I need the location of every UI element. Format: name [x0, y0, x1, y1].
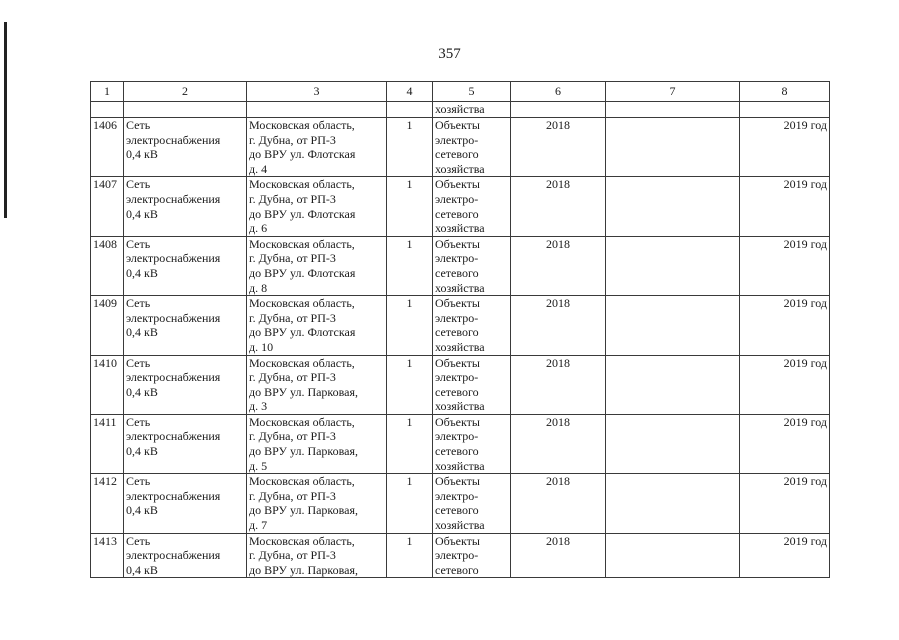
row-number: 1409	[93, 296, 117, 311]
address-line: Московская область,	[249, 296, 355, 311]
year-value: 2018	[546, 474, 570, 489]
object-type-line: хозяйства	[435, 518, 485, 533]
quantity-cell	[387, 414, 433, 473]
column-7-cell	[606, 118, 740, 177]
quantity-cell	[387, 533, 433, 578]
object-type-line: Объекты	[435, 474, 480, 489]
year-value: 2018	[546, 177, 570, 192]
term-value: 2019 год	[783, 118, 827, 132]
year-cell	[511, 533, 606, 578]
quantity-value: 1	[406, 236, 413, 251]
object-name-line: электроснабжения	[126, 191, 221, 206]
address-cell	[247, 474, 387, 533]
address-line: Московская область,	[249, 533, 355, 548]
object-type-cell	[433, 355, 511, 414]
row-number: 1408	[93, 236, 117, 251]
address-line: г. Дубна, от РП-3	[249, 132, 336, 147]
object-type-line: Объекты	[435, 533, 480, 548]
object-type-line: электро-	[435, 429, 479, 444]
registry-body	[91, 82, 830, 578]
year-cell	[511, 414, 606, 473]
object-type-line: электро-	[435, 191, 479, 206]
quantity-value: 1	[406, 533, 413, 548]
address-cell	[247, 533, 387, 578]
address-line: Московская область,	[249, 474, 355, 489]
object-name-cell	[124, 236, 247, 295]
quantity-cell	[387, 474, 433, 533]
object-name-line: Сеть	[126, 414, 151, 429]
object-name-line: 0,4 кВ	[126, 325, 158, 340]
quantity-cell	[387, 236, 433, 295]
year-cell	[511, 355, 606, 414]
address-line: г. Дубна, от РП-3	[249, 191, 336, 206]
object-type-line: Объекты	[435, 118, 480, 132]
object-type-line: Объекты	[435, 236, 480, 251]
address-line: до ВРУ ул. Парковая,	[249, 384, 359, 399]
object-name-line: 0,4 кВ	[126, 562, 158, 577]
column-header: 5	[433, 82, 511, 102]
object-type-cell	[433, 236, 511, 295]
row-number-cell	[91, 533, 124, 578]
row-number: 1406	[93, 118, 117, 132]
term-value: 2019 год	[783, 296, 827, 311]
object-type-line: Объекты	[435, 296, 480, 311]
term-cell	[740, 533, 830, 578]
term-cell	[740, 296, 830, 355]
object-name-line: Сеть	[126, 355, 151, 370]
object-type-line: сетевого	[435, 562, 479, 577]
term-cell	[740, 414, 830, 473]
object-name-line: 0,4 кВ	[126, 384, 158, 399]
object-type-cell	[433, 177, 511, 236]
address-line: г. Дубна, от РП-3	[249, 548, 336, 563]
year-cell	[511, 474, 606, 533]
address-line: г. Дубна, от РП-3	[249, 370, 336, 385]
object-name-line: электроснабжения	[126, 548, 221, 563]
address-line: до ВРУ ул. Флотская	[249, 325, 356, 340]
column-7-cell	[606, 177, 740, 236]
object-type-line: хозяйства	[435, 221, 485, 236]
object-name-line: электроснабжения	[126, 429, 221, 444]
object-name-line: Сеть	[126, 177, 151, 192]
address-line: д. 6	[249, 221, 268, 236]
table-row	[91, 296, 830, 355]
row-number-cell	[91, 296, 124, 355]
object-name-line: 0,4 кВ	[126, 206, 158, 221]
object-name-line: Сеть	[126, 118, 151, 132]
table-row	[91, 533, 830, 578]
object-type-line: сетевого	[435, 206, 479, 221]
table-row	[91, 474, 830, 533]
address-cell	[247, 296, 387, 355]
year-value: 2018	[546, 118, 570, 132]
object-name-cell	[124, 414, 247, 473]
continuation-cell	[247, 102, 387, 118]
quantity-value: 1	[406, 355, 413, 370]
address-line: Московская область,	[249, 355, 355, 370]
column-7-cell	[606, 474, 740, 533]
object-name-line: электроснабжения	[126, 310, 221, 325]
column-header: 7	[606, 82, 740, 102]
address-line: г. Дубна, от РП-3	[249, 251, 336, 266]
term-value: 2019 год	[783, 414, 827, 429]
address-line: д. 7	[249, 518, 268, 533]
object-name-cell	[124, 296, 247, 355]
object-name-line: 0,4 кВ	[126, 444, 158, 459]
address-line: д. 10	[249, 339, 274, 354]
object-type-line: сетевого	[435, 325, 479, 340]
object-type-cell	[433, 414, 511, 473]
term-value: 2019 год	[783, 533, 827, 548]
column-7-cell	[606, 533, 740, 578]
year-cell	[511, 118, 606, 177]
continuation-cell	[124, 102, 247, 118]
object-type-cell	[433, 474, 511, 533]
row-number-cell	[91, 177, 124, 236]
object-type-line: хозяйства	[435, 280, 485, 295]
address-line: г. Дубна, от РП-3	[249, 310, 336, 325]
address-line: до ВРУ ул. Флотская	[249, 147, 356, 162]
year-cell	[511, 177, 606, 236]
object-type-cell	[433, 118, 511, 177]
object-type-line: хозяйства	[435, 339, 485, 354]
term-cell	[740, 236, 830, 295]
column-number-row	[91, 82, 830, 102]
object-name-line: 0,4 кВ	[126, 147, 158, 162]
object-name-cell	[124, 355, 247, 414]
address-line: до ВРУ ул. Флотская	[249, 265, 356, 280]
address-cell	[247, 236, 387, 295]
object-name-line: электроснабжения	[126, 488, 221, 503]
object-name-line: Сеть	[126, 236, 151, 251]
column-header: 4	[387, 82, 433, 102]
row-number: 1410	[93, 355, 117, 370]
object-name-line: электроснабжения	[126, 370, 221, 385]
column-7-cell	[606, 355, 740, 414]
row-number: 1412	[93, 474, 117, 489]
quantity-cell	[387, 177, 433, 236]
year-value: 2018	[546, 236, 570, 251]
column-7-cell	[606, 236, 740, 295]
object-name-cell	[124, 118, 247, 177]
address-line: г. Дубна, от РП-3	[249, 488, 336, 503]
term-cell	[740, 355, 830, 414]
object-type-line: Объекты	[435, 414, 480, 429]
object-type-line: электро-	[435, 370, 479, 385]
continuation-cell	[606, 102, 740, 118]
object-name-line: Сеть	[126, 474, 151, 489]
row-number-cell	[91, 355, 124, 414]
term-value: 2019 год	[783, 236, 827, 251]
object-type-line: электро-	[435, 488, 479, 503]
address-line: до ВРУ ул. Парковая,	[249, 503, 359, 518]
object-type-line: сетевого	[435, 147, 479, 162]
address-line: Московская область,	[249, 118, 355, 132]
object-type-line: хозяйства	[435, 399, 485, 414]
row-number: 1411	[93, 414, 117, 429]
table-row	[91, 414, 830, 473]
object-name-cell	[124, 474, 247, 533]
object-type-line: Объекты	[435, 177, 480, 192]
row-number-cell	[91, 236, 124, 295]
row-number-cell	[91, 118, 124, 177]
term-cell	[740, 474, 830, 533]
continuation-cell	[91, 102, 124, 118]
address-line: д. 8	[249, 280, 268, 295]
column-header: 1	[91, 82, 124, 102]
object-type-line: хозяйства	[435, 458, 485, 473]
address-cell	[247, 177, 387, 236]
address-line: г. Дубна, от РП-3	[249, 429, 336, 444]
address-cell	[247, 355, 387, 414]
object-type-line: сетевого	[435, 265, 479, 280]
quantity-cell	[387, 355, 433, 414]
continuation-cell	[740, 102, 830, 118]
quantity-cell	[387, 118, 433, 177]
address-line: Московская область,	[249, 177, 355, 192]
year-cell	[511, 296, 606, 355]
column-header: 8	[740, 82, 830, 102]
object-name-cell	[124, 177, 247, 236]
object-type-line: сетевого	[435, 503, 479, 518]
column-7-cell	[606, 414, 740, 473]
term-value: 2019 год	[783, 355, 827, 370]
address-cell	[247, 118, 387, 177]
table-row	[91, 236, 830, 295]
table-row	[91, 118, 830, 177]
address-line: д. 4	[249, 161, 268, 176]
column-header: 2	[124, 82, 247, 102]
object-type-cell	[433, 533, 511, 578]
row-number: 1407	[93, 177, 117, 192]
object-type-line: хозяйства	[435, 161, 485, 176]
term-cell	[740, 177, 830, 236]
quantity-value: 1	[406, 118, 413, 132]
object-name-line: электроснабжения	[126, 251, 221, 266]
quantity-cell	[387, 296, 433, 355]
year-cell	[511, 236, 606, 295]
term-value: 2019 год	[783, 474, 827, 489]
row-number-cell	[91, 474, 124, 533]
registry-table	[90, 81, 830, 578]
object-name-line: Сеть	[126, 296, 151, 311]
row-number-cell	[91, 414, 124, 473]
year-value: 2018	[546, 533, 570, 548]
object-type-line: электро-	[435, 310, 479, 325]
object-name-line: 0,4 кВ	[126, 503, 158, 518]
continuation-row	[91, 102, 830, 118]
object-name-cell	[124, 533, 247, 578]
quantity-value: 1	[406, 474, 413, 489]
address-line: до ВРУ ул. Парковая,	[249, 444, 359, 459]
object-type-line: электро-	[435, 132, 479, 147]
object-type-line: электро-	[435, 548, 479, 563]
address-cell	[247, 414, 387, 473]
year-value: 2018	[546, 355, 570, 370]
address-line: до ВРУ ул. Парковая,	[249, 562, 359, 577]
row-number: 1413	[93, 533, 117, 548]
address-line: д. 3	[249, 399, 268, 414]
continuation-cell	[387, 102, 433, 118]
object-type-line: электро-	[435, 251, 479, 266]
object-name-line: электроснабжения	[126, 132, 221, 147]
object-type-cell	[433, 296, 511, 355]
table-row	[91, 177, 830, 236]
address-line: Московская область,	[249, 236, 355, 251]
table-row	[91, 355, 830, 414]
object-type-line: сетевого	[435, 444, 479, 459]
object-name-line: 0,4 кВ	[126, 265, 158, 280]
term-cell	[740, 118, 830, 177]
object-type-line: Объекты	[435, 355, 480, 370]
year-value: 2018	[546, 414, 570, 429]
page-number: 357	[438, 46, 461, 62]
address-line: до ВРУ ул. Флотская	[249, 206, 356, 221]
column-header: 6	[511, 82, 606, 102]
address-line: Московская область,	[249, 414, 355, 429]
year-value: 2018	[546, 296, 570, 311]
continuation-cell	[511, 102, 606, 118]
address-line: д. 5	[249, 458, 268, 473]
quantity-value: 1	[406, 296, 413, 311]
object-name-line: Сеть	[126, 533, 151, 548]
quantity-value: 1	[406, 414, 413, 429]
column-7-cell	[606, 296, 740, 355]
term-value: 2019 год	[783, 177, 827, 192]
quantity-value: 1	[406, 177, 413, 192]
object-type-line: сетевого	[435, 384, 479, 399]
column-header: 3	[247, 82, 387, 102]
continuation-cell: хозяйства	[433, 102, 511, 118]
